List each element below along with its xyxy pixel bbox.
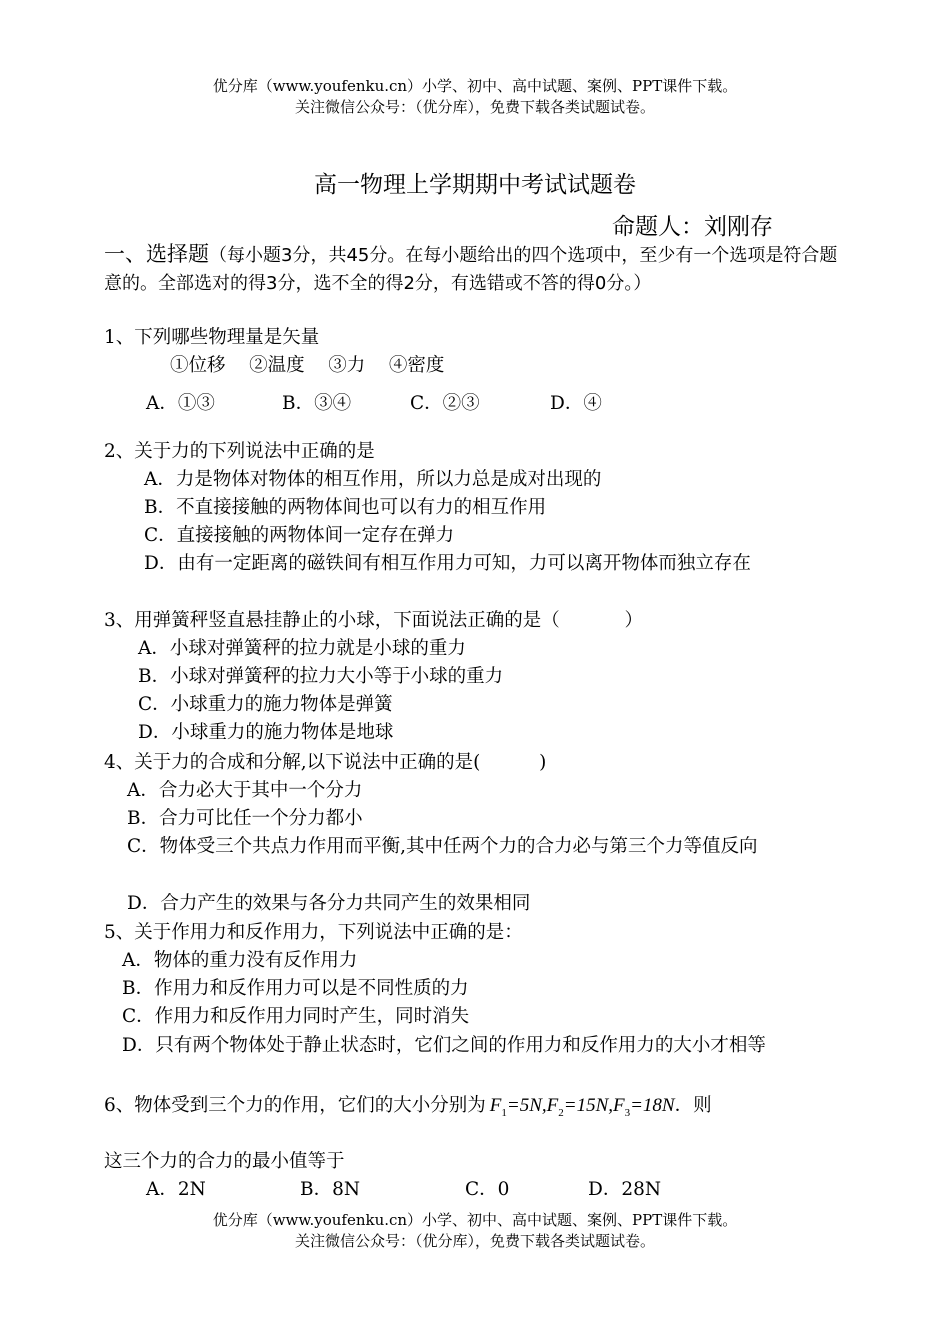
q1-option-d: D．④: [550, 393, 602, 414]
q6-f1: F: [489, 1095, 502, 1116]
q6-formula: [489, 1095, 675, 1119]
q4-option-a: A．合力必大于其中一个分力: [127, 780, 363, 801]
q4-option-b: B．合力可比任一个分力都小: [127, 808, 363, 829]
q2-option-b: B．不直接接触的两物体间也可以有力的相互作用: [144, 497, 547, 518]
footer-line-1: 优分库（www.youfenku.cn）小学、初中、高中试题、案例、PPT课件下载。: [212, 1211, 738, 1229]
q2-option-a: A．力是物体对物体的相互作用，所以力总是成对出现的: [144, 469, 602, 490]
q5-option-b: B．作用力和反作用力可以是不同性质的力: [122, 978, 469, 999]
q6-option-d: D．28N: [588, 1179, 662, 1200]
q5-option-a: A．物体的重力没有反作用力: [122, 950, 358, 971]
exam-title: 高一物理上学期期中考试试题卷: [314, 172, 636, 198]
q5-option-d: D．只有两个物体处于静止状态时，它们之间的作用力和反作用力的大小才相等: [122, 1035, 766, 1056]
q6-stem-line-2: 这三个力的合力的最小值等于: [104, 1151, 345, 1172]
q3-option-a: A．小球对弹簧秤的拉力就是小球的重力: [138, 638, 466, 659]
q2-option-c: C．直接接触的两物体间一定存在弹力: [144, 525, 455, 546]
q6-option-a: A．2N: [146, 1179, 206, 1200]
q2-stem: 2、关于力的下列说法中正确的是: [104, 441, 375, 462]
q2-option-d: D．由有一定距离的磁铁间有相互作用力可知，力可以离开物体而独立存在: [144, 553, 751, 574]
q4-option-d: D．合力产生的效果与各分力共同产生的效果相同: [127, 893, 531, 914]
header-line-2: 关注微信公众号：（优分库），免费下载各类试题试卷。: [294, 98, 655, 116]
q6-f2-sub: 2: [558, 1106, 564, 1119]
q6-f1-value: =5N,: [506, 1095, 547, 1116]
q3-stem: 3、用弹簧秤竖直悬挂静止的小球，下面说法正确的是（ ）: [104, 610, 643, 631]
q3-option-d: D．小球重力的施力物体是地球: [138, 722, 394, 743]
q1-option-c: C．②③: [410, 393, 480, 414]
q6-option-c: C．0: [465, 1179, 510, 1200]
header-line-1: 优分库（www.youfenku.cn）小学、初中、高中试题、案例、PPT课件下载。: [212, 77, 738, 95]
section-heading-block: [104, 240, 849, 298]
q6-stem-pre: 6、物体受到三个力的作用，它们的大小分别为: [104, 1095, 486, 1116]
q6-f1-sub: 1: [501, 1106, 507, 1119]
q6-f3: F: [613, 1095, 625, 1116]
section-heading: 一、选择题: [104, 242, 209, 266]
q5-stem: 5、关于作用力和反作用力，下列说法中正确的是：: [104, 922, 523, 943]
q1-option-b: B．③④: [282, 393, 352, 414]
q1-stem: 1、下列哪些物理量是矢量: [104, 327, 320, 348]
q5-option-c: C．作用力和反作用力同时产生，同时消失: [122, 1006, 470, 1027]
q3-option-b: B．小球对弹簧秤的拉力大小等于小球的重力: [138, 666, 504, 687]
q6-stem: [104, 1092, 712, 1127]
q6-f2-value: =15N,: [563, 1095, 613, 1116]
q1-items: ①位移 ②温度 ③力 ④密度: [170, 355, 445, 376]
q4-option-c: C．物体受三个共点力作用而平衡,其中任两个力的合力必与第三个力等值反向: [127, 836, 758, 857]
q6-f3-sub: 3: [624, 1106, 631, 1119]
exam-author: 命题人：刘刚存: [612, 214, 773, 240]
q3-option-c: C．小球重力的施力物体是弹簧: [138, 694, 393, 715]
q6-stem-post: ．则: [674, 1095, 712, 1116]
q6-option-b: B．8N: [300, 1179, 361, 1200]
q4-stem: 4、关于力的合成和分解,以下说法中正确的是( ): [104, 752, 547, 773]
q6-f3-value: =18N: [630, 1095, 675, 1116]
section-instructions: （每小题3分，共45分。在每小题给出的四个选项中，至少有一个选项是符合题意的。全部选对的得3分，选不全的得2分，有选错或不答的得0分。）: [104, 245, 838, 294]
q1-option-a: A．①③: [146, 393, 215, 414]
footer-line-2: 关注微信公众号：（优分库），免费下载各类试题试卷。: [294, 1232, 655, 1250]
q6-f2: F: [546, 1095, 559, 1116]
